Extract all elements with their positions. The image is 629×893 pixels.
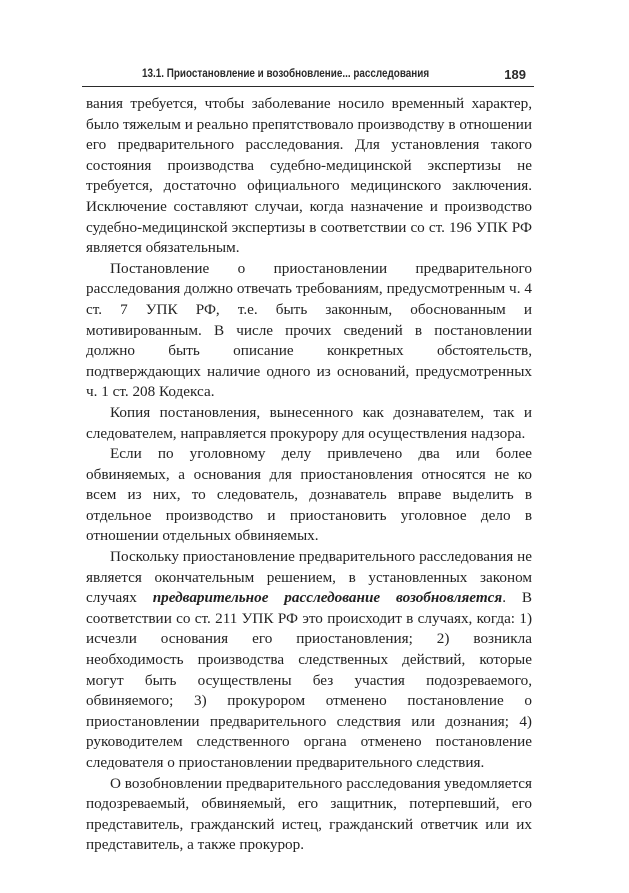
body-text	[86, 94, 532, 856]
running-header	[82, 64, 534, 87]
paragraph-5-after: . В соответствии со ст. 211 УПК РФ это происходит в случаях, когда: 1) исчезли основания его приостановления; 2) возникла необходимость производства следственных действий, которые могут быть осуществлены без участия подозреваемого, обвиняемого; 3) прокурором отменено постановление о приостановлении предварительного следствия или дознания; 4) руководителем следственного органа отменено постановление следователя о приостановлении предварительного следствия.	[86, 589, 532, 771]
paragraph-4: Если по уголовному делу привлечено два или более обвиняемых, а основания для приостановления относятся не ко всем из них, то следователь, дознаватель вправе выделить в отдельное производство и приостановить уголовное дело в отношении отдельных обвиняемых.	[86, 445, 532, 545]
paragraph-5	[86, 547, 532, 774]
paragraph-6: О возобновлении предварительного расследования уведомляется подозреваемый, обвиняемый, его защитник, потерпевший, его представитель, гражданский истец, гражданский ответчик или их представитель, а также прокурор.	[86, 774, 532, 854]
page-number: 189	[504, 67, 526, 82]
chapter-title: 13.1. Приостановление и возобновление... расследования	[142, 68, 430, 80]
paragraph-3: Копия постановления, вынесенного как дознавателем, так и следователем, направляется прокурору для осуществления надзора.	[86, 403, 532, 442]
paragraph-1: вания требуется, чтобы заболевание носило временный характер, было тяжелым и реально препятствовало производству в отношении его предварительного расследования. Для установления такого состояния производства судебно-медицинской экспертизы не требуется, достаточно официального медицинского заключения. Исключение составляют случаи, когда назначение и производство судебно-медицинской экспертизы в соответствии со ст. 196 УПК РФ является обязательным.	[86, 95, 532, 257]
paragraph-2: Постановление о приостановлении предварительного расследования должно отвечать требованиям, предусмотренным ч. 4 ст. 7 УПК РФ, т.е. быть законным, обоснованным и мотивированным. В числе прочих сведений в постановлении должно быть описание конкретных обстоятельств, подтверждающих наличие одного из оснований, предусмотренных ч. 1 ст. 208 Кодекса.	[86, 259, 532, 401]
paragraph-5-before: Поскольку приостановление предварительного расследования не является окончательным решением, в установленных законом случаях	[86, 548, 532, 607]
emphasized-term: предварительное расследование возобновляется	[152, 589, 503, 607]
